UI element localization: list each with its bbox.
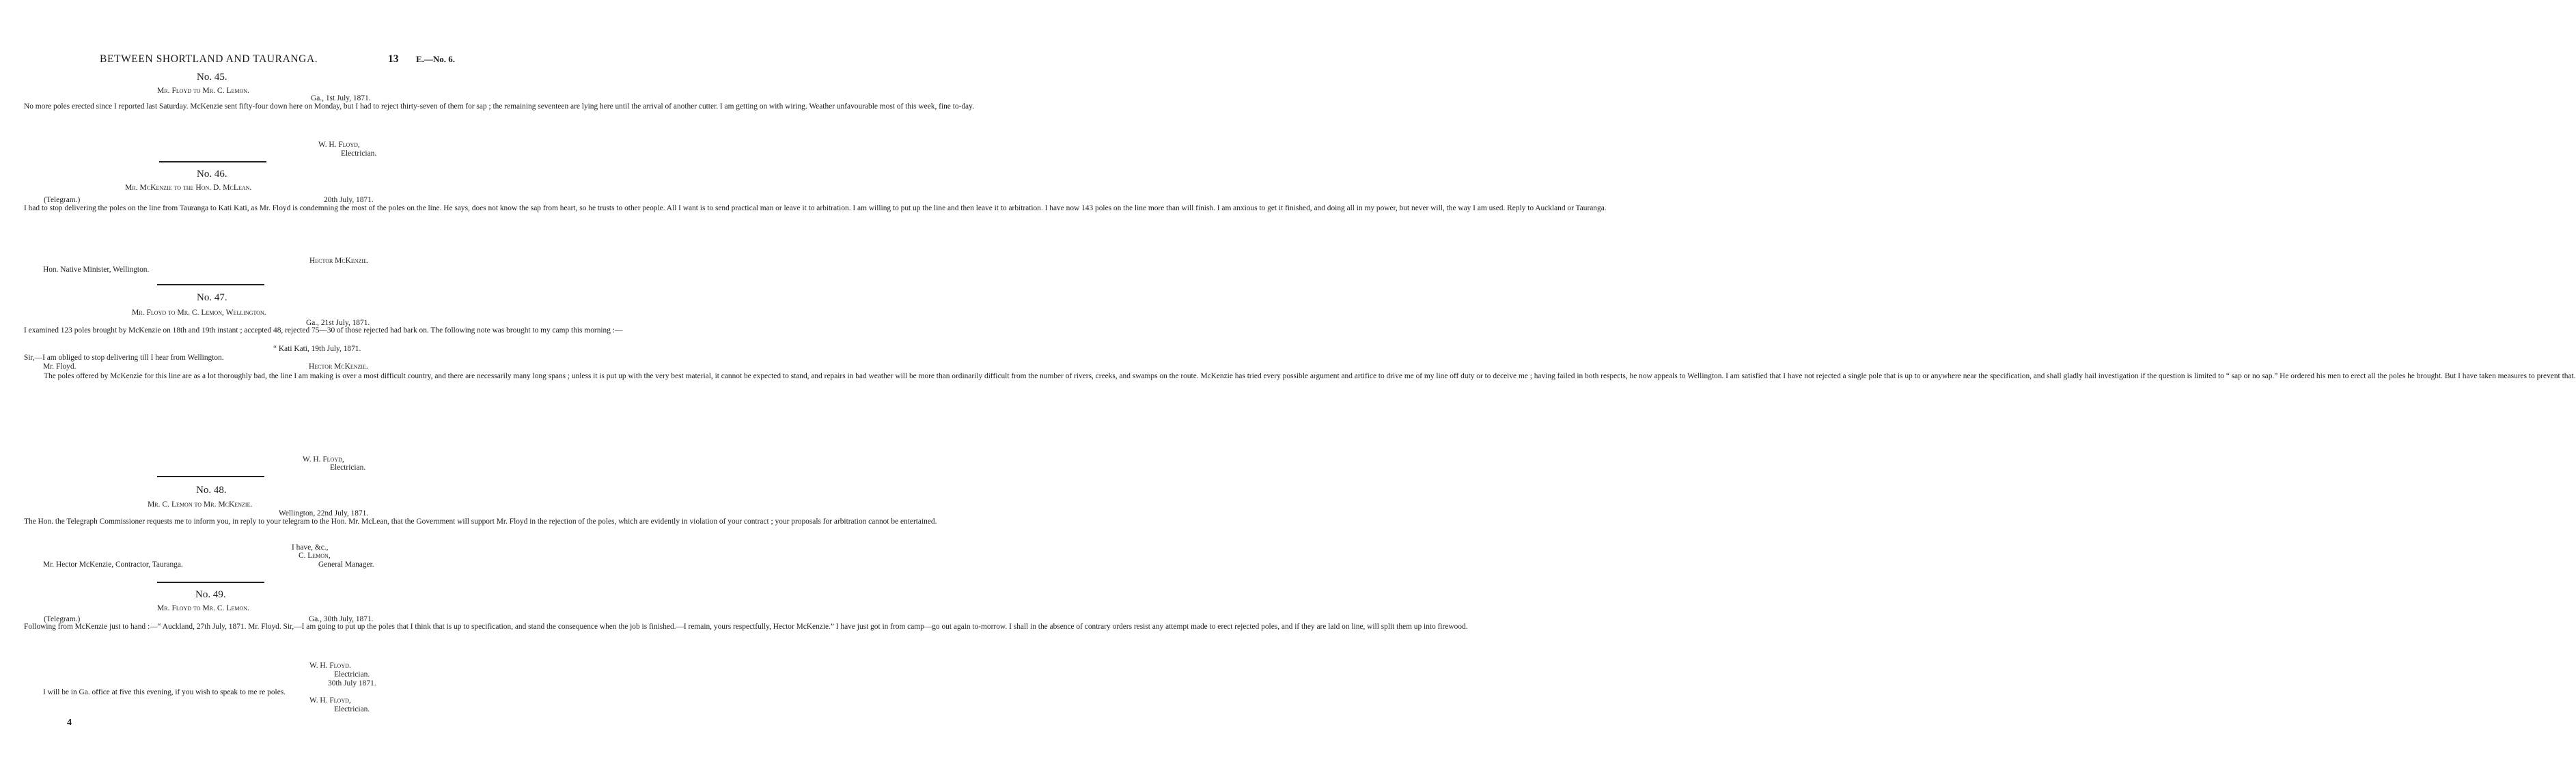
letter-46-date: 20th July, 1871. — [324, 196, 374, 204]
letter-47-body — [24, 326, 623, 335]
letter-47-paragraph: I examined 123 poles brought by McKenzie on 18th and 19th instant ; accepted 48, rejected 75—30 of those rejected had bark on. The following note was brought to my camp this morning :— — [24, 326, 623, 335]
letter-46-from-to: Mr. McKenzie to the Hon. D. McLean. — [125, 183, 252, 192]
letter-45-from-to: Mr. Floyd to Mr. C. Lemon. — [157, 86, 249, 95]
letter-47-date: Ga., 21st July, 1871. — [306, 319, 370, 327]
letter-49-signature: W. H. Floyd. — [309, 662, 351, 670]
header-title: BETWEEN SHORTLAND AND TAURANGA. — [100, 53, 318, 65]
letter-49-postscript: I will be in Ga. office at five this evening, if you wish to speak to me re poles. — [43, 688, 286, 696]
letter-49-body — [24, 623, 1468, 632]
letter-45-number: No. 45. — [197, 72, 227, 83]
letter-48-date: Wellington, 22nd July, 1871. — [279, 509, 369, 517]
section-divider — [157, 284, 264, 285]
letter-46-signature: Hector McKenzie. — [309, 257, 369, 265]
letter-49-signature-2: W. H. Floyd, — [309, 696, 351, 705]
letter-48-title: General Manager. — [318, 561, 374, 569]
letter-47-title: Electrician. — [330, 464, 366, 472]
letter-48-from-to: Mr. C. Lemon to Mr. McKenzie. — [148, 500, 253, 509]
letter-46-number: No. 46. — [197, 169, 227, 180]
letter-48-closing: I have, &c., — [292, 543, 329, 552]
letter-47-paragraph-2: The poles offered by McKenzie for this line are as a lot thoroughly bad, the line I am making is over a most difficult country, and there are necessarily many long spans ; unless it is put up with the very best material, it cannot be expected to stand, and repairs in bad weather will be more than ordinarily difficult from the number of rivers, creeks, and swamps on the route. McKenzie has tried every possible argument and artifice to drive me of my line off duty or to deceive me ; having failed in both respects, he now appeals to Wellington. I am satisfied that I have not rejected a single pole that is up to or anywhere near the specification, and shall gladly hail investigation if the question is limited to “ sap or no sap.” He ordered his men to erect all the poles he brought. But I have taken measures to prevent that. — [44, 372, 2576, 380]
letter-48-signature: C. Lemon, — [299, 552, 331, 560]
letter-46-telegram-label: (Telegram.) — [44, 196, 81, 204]
letter-48-number: No. 48. — [196, 485, 227, 496]
letter-45-title: Electrician. — [341, 150, 377, 158]
letter-45-paragraph: No more poles erected since I reported last Saturday. McKenzie sent fifty-four down here on Monday, but I had to reject thirty-seven of them for sap ; the remaining seventeen are lying here until the arrival of another cutter. I am getting on with wiring. Weather unfavourable most of this week, fine to-day. — [24, 102, 974, 111]
document-reference: E.—No. 6. — [416, 54, 456, 64]
letter-47-note-body: Sir,—I am obliged to stop delivering till I hear from Wellington. — [24, 354, 224, 362]
letter-47-body-continued — [24, 372, 2576, 381]
letter-47-number: No. 47. — [197, 292, 227, 303]
letter-49-number: No. 49. — [195, 589, 226, 600]
running-header — [0, 53, 478, 68]
letter-46-addressee: Hon. Native Minister, Wellington. — [43, 266, 150, 274]
section-divider — [157, 476, 264, 477]
printer-signature-mark: 4 — [67, 718, 72, 728]
letter-47-signature: W. H. Floyd, — [303, 455, 344, 464]
page-number: 13 — [388, 53, 399, 65]
letter-49-telegram-label: (Telegram.) — [44, 615, 81, 623]
section-divider — [159, 161, 266, 162]
letter-49-second-date: 30th July 1871. — [328, 679, 376, 687]
letter-49-title: Electrician. — [334, 670, 370, 679]
letter-47-note-to: Mr. Floyd. — [43, 363, 77, 371]
letter-47-from-to: Mr. Floyd to Mr. C. Lemon, Wellington. — [132, 308, 266, 317]
letter-49-title-2: Electrician. — [334, 705, 370, 713]
letter-49-date: Ga., 30th July, 1871. — [309, 615, 374, 623]
letter-48-paragraph: The Hon. the Telegraph Commissioner requests me to inform you, in reply to your telegram to the Hon. Mr. McLean, that the Government will support Mr. Floyd in the rejection of the poles, which are evidently in violation of your contract ; your proposals for arbitration cannot be entertained. — [24, 517, 937, 526]
letter-46-body — [24, 204, 1607, 213]
letter-47-note-signature: Hector McKenzie. — [309, 363, 368, 371]
letter-47-note-date: “ Kati Kati, 19th July, 1871. — [273, 345, 361, 353]
letter-48-addressee: Mr. Hector McKenzie, Contractor, Tauranga. — [43, 561, 183, 569]
letter-45-date: Ga., 1st July, 1871. — [311, 94, 371, 102]
letter-48-body — [24, 517, 937, 526]
letter-45-signature: W. H. Floyd, — [318, 141, 360, 149]
section-divider — [157, 582, 264, 583]
letter-45-body — [24, 102, 974, 111]
letter-49-from-to: Mr. Floyd to Mr. C. Lemon. — [157, 604, 249, 612]
letter-46-paragraph: I had to stop delivering the poles on the line from Tauranga to Kati Kati, as Mr. Floyd is condemning the most of the poles on the line. He says, does not know the sap from heart, so he trusts to other people. All I want is to send practical man or leave it to arbitration. I am willing to put up the line and then leave it to arbitration. I have now 143 poles on the line more than will finish. I am anxious to get it finished, and doing all in my power, but never will, the way I am used. Reply to Auckland or Tauranga. — [24, 204, 1607, 212]
letter-49-paragraph: Following from McKenzie just to hand :—“ Auckland, 27th July, 1871. Mr. Floyd. Sir,—I am going to put up the poles that I think that is up to specification, and stand the consequence when the job is finished.—I remain, yours respectfully, Hector McKenzie.” I have just got in from camp—go out again to-morrow. I shall in the absence of contrary orders resist any attempt made to erect rejected poles, and if they are laid on line, will split them up into firewood. — [24, 623, 1468, 631]
